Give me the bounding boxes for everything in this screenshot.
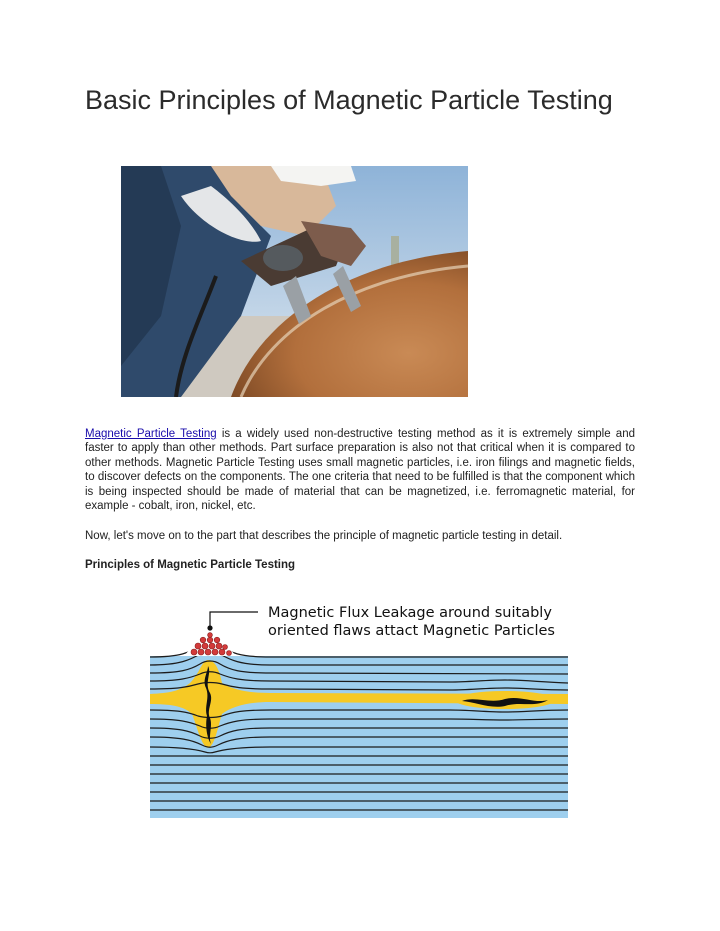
diagram-label-line2: oriented flaws attact Magnetic Particles: [268, 623, 555, 639]
intro-paragraph: [85, 427, 635, 513]
intro-emphasis: Magnetic Particle Testing: [165, 456, 295, 469]
section-heading: Principles of Magnetic Particle Testing: [85, 559, 296, 571]
magnetic-particle-testing-link[interactable]: Magnetic Particle Testing: [85, 428, 217, 440]
flux-leakage-diagram: [150, 598, 568, 820]
intro-text-2: uses small magnetic particles, i.e. iron filings and magnetic fields, to discover defects on the components. The one criteria that need to be fulfilled is that the component which is being inspected should be made of material that can be magnetized, i.e. ferromagnetic material, for example - cobalt, iron, nickel, etc.: [85, 456, 635, 513]
inspection-photo: [121, 166, 468, 397]
transition-paragraph: Now, let's move on to the part that describes the principle of magnetic particle testing in detail.: [85, 530, 563, 542]
page-title: Basic Principles of Magnetic Particle Testing: [85, 85, 613, 115]
intro-text-1: is a widely used non-destructive testing method as it is extremely simple and faster to apply than other methods. Part surface preparation is also not that critical when it is compared to other methods.: [85, 428, 635, 469]
callout-line: [210, 612, 258, 628]
diagram-label-line1: Magnetic Flux Leakage around suitably: [268, 605, 552, 621]
